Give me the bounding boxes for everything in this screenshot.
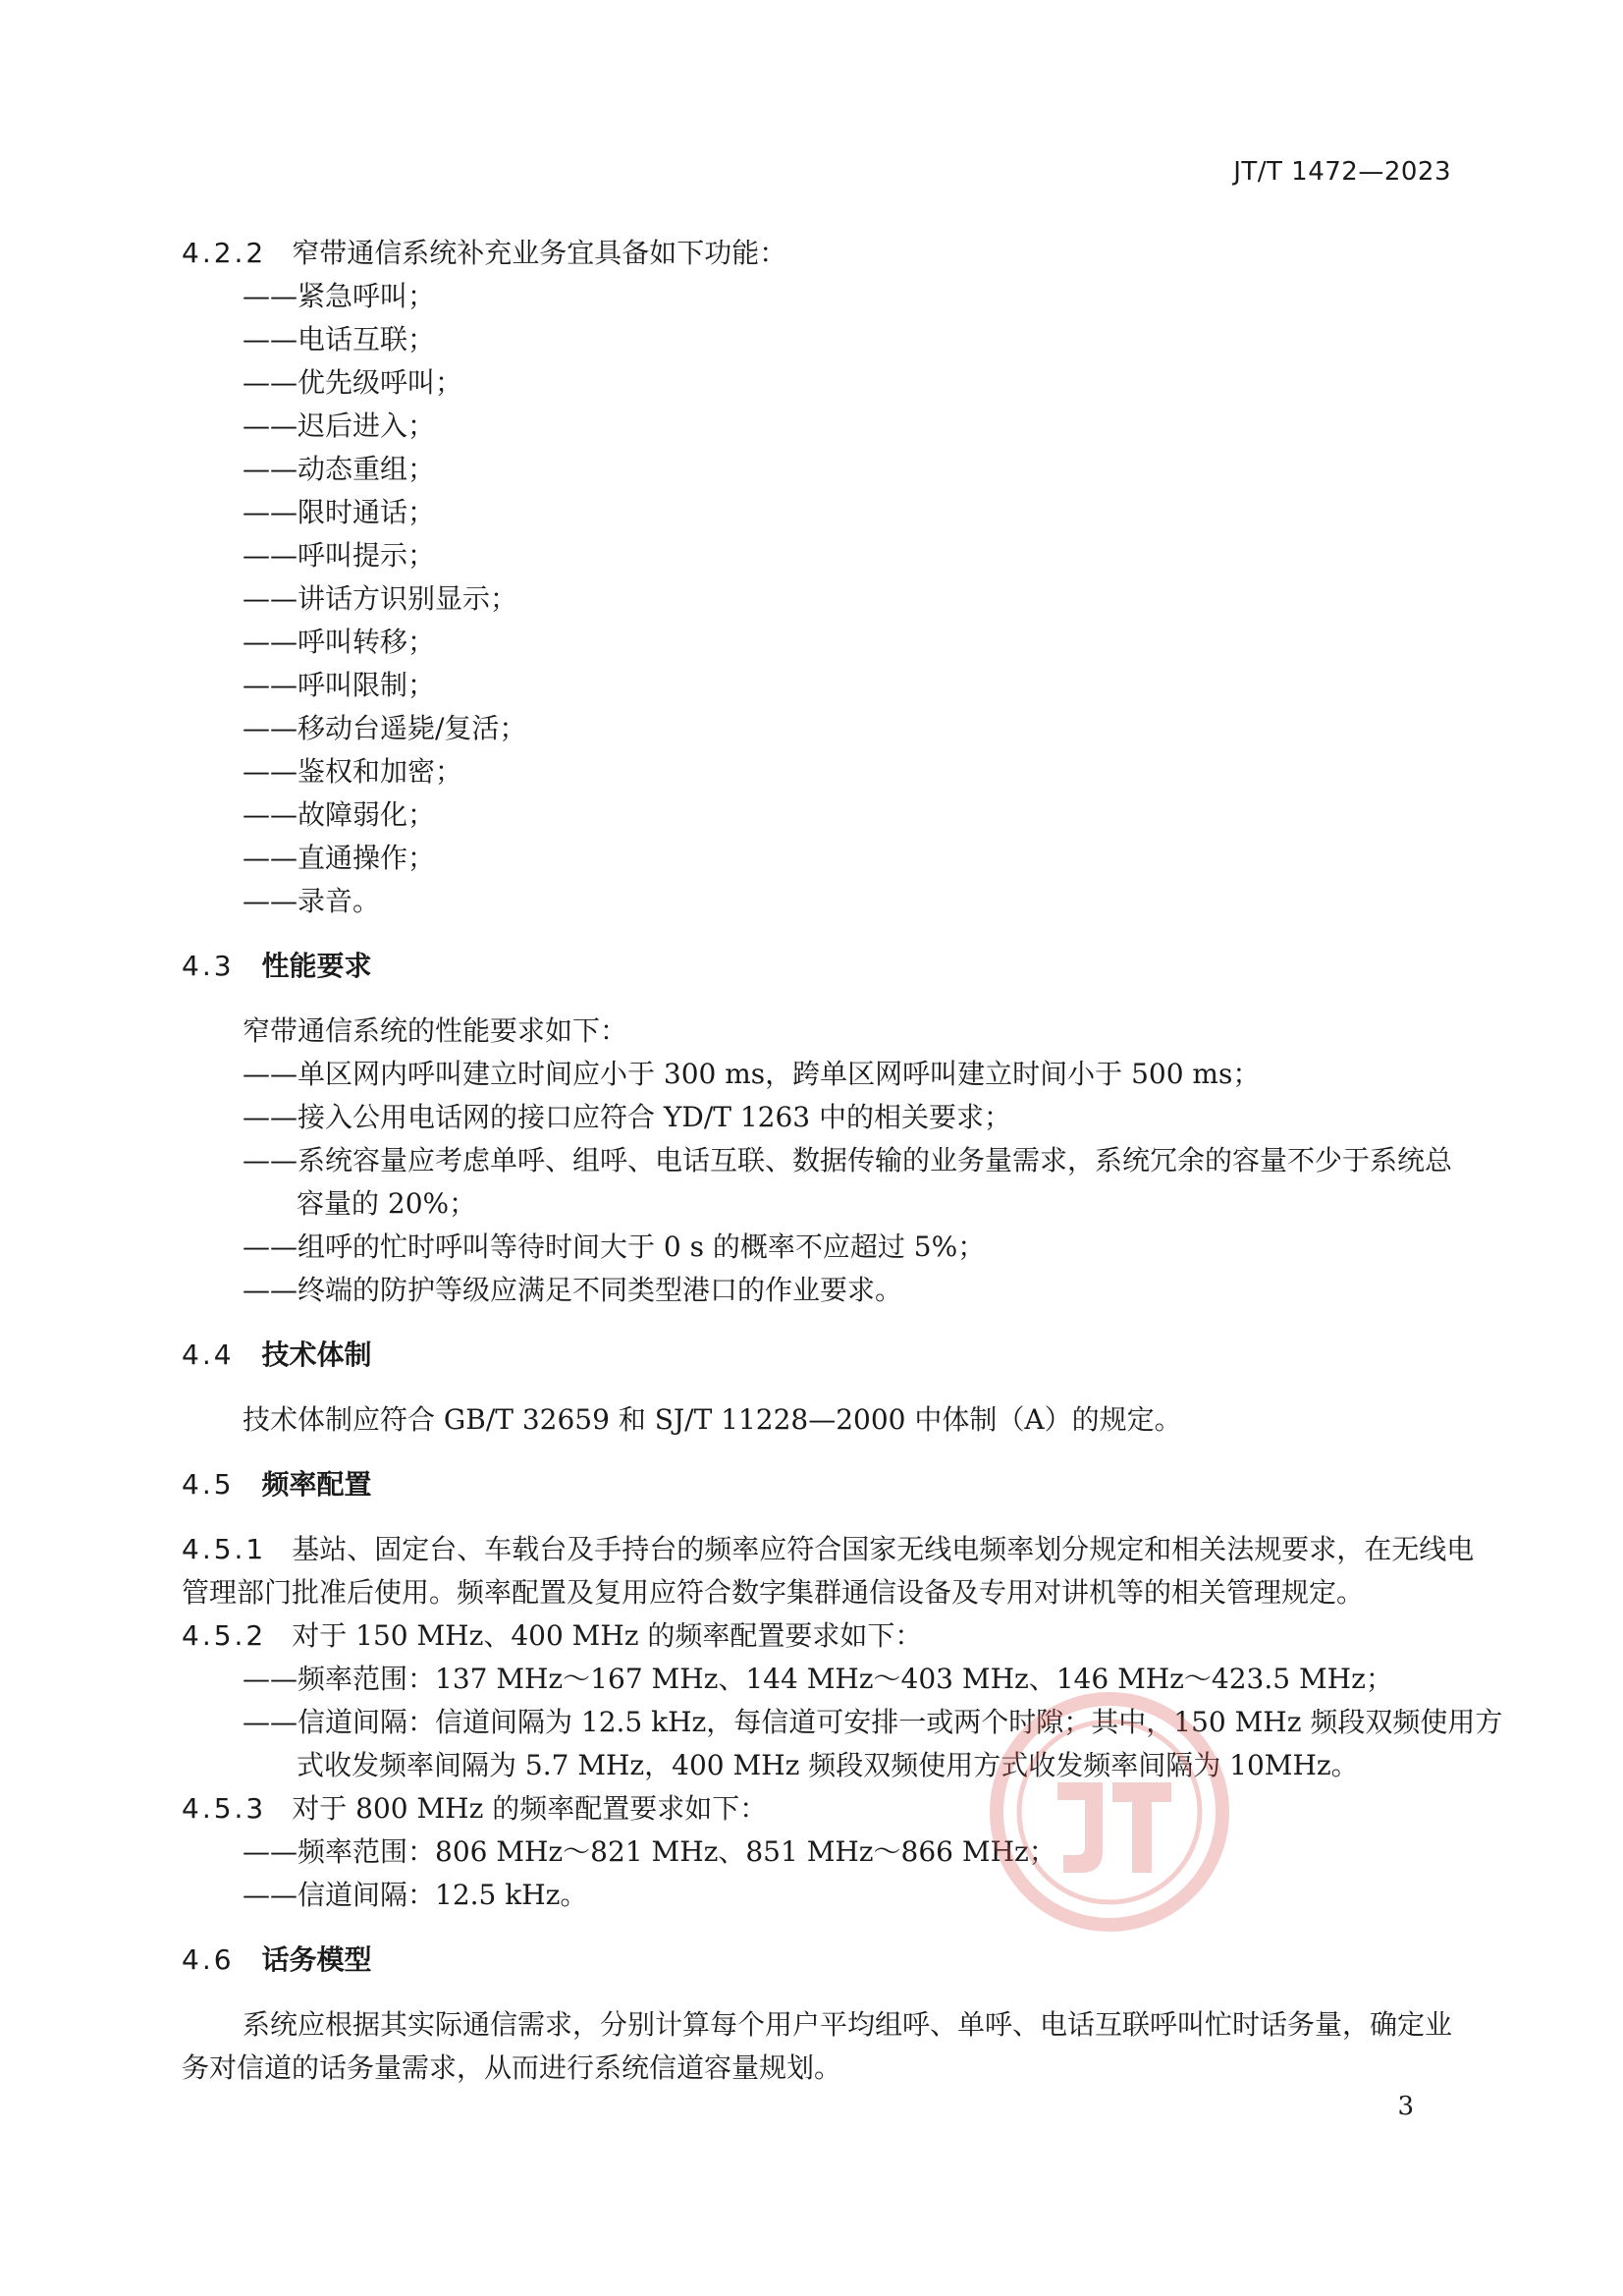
page-number: 3: [1397, 2092, 1414, 2121]
section-number: 4.5: [182, 1468, 235, 1501]
list-item: ——组呼的忙时呼叫等待时间大于 0 s 的概率不应超过 5%；: [243, 1230, 986, 1263]
list-item: ——优先级呼叫；: [243, 366, 463, 399]
list-item: ——频率范围：806 MHz～821 MHz、851 MHz～866 MHz；: [243, 1835, 1056, 1868]
section-number: 4.6: [182, 1943, 235, 1976]
list-item: ——接入公用电话网的接口应符合 YD/T 1263 中的相关要求；: [243, 1101, 1012, 1133]
list-item: ——单区网内呼叫建立时间应小于 300 ms，跨单区网呼叫建立时间小于 500 ms；: [243, 1058, 1261, 1090]
clause-number: 4.5.1: [182, 1533, 267, 1565]
list-item: ——鉴权和加密；: [243, 755, 463, 788]
list-item: ——频率范围：137 MHz～167 MHz、144 MHz～403 MHz、146 MHz～423.5 MHz；: [243, 1663, 1393, 1695]
paragraph: 技术体制应符合 GB/T 32659 和 SJ/T 11228—2000 中体制（A）的规定。: [243, 1403, 1182, 1436]
clause-number: 4.2.2: [182, 237, 267, 269]
list-item: ——电话互联；: [243, 323, 436, 355]
section-4-3-heading: [182, 945, 1458, 988]
section-title: 性能要求: [261, 950, 372, 982]
clause-4-5-2: [182, 1614, 1458, 1658]
clause-4-5-1: [182, 1528, 1475, 1571]
section-number: 4.3: [182, 950, 235, 982]
standard-code: JT/T 1472—2023: [1233, 157, 1451, 187]
jt-seal-icon: [987, 1689, 1232, 1935]
list-item: ——紧急呼叫；: [243, 280, 436, 312]
list-item: ——迟后进入；: [243, 410, 436, 442]
list-item: ——呼叫限制；: [243, 669, 436, 701]
list-item: ——直通操作；: [243, 842, 436, 874]
list-item: ——系统容量应考虑单呼、组呼、电话互联、数据传输的业务量需求，系统冗余的容量不少于系统总: [243, 1144, 1453, 1176]
list-item: ——信道间隔：信道间隔为 12.5 kHz，每信道可安排一或两个时隙；其中，150 MHz 频段双频使用方: [243, 1706, 1503, 1738]
list-item: ——呼叫提示；: [243, 539, 436, 572]
section-4-5-heading: [182, 1463, 1458, 1506]
section-number: 4.4: [182, 1339, 235, 1371]
list-item-continuation: 容量的 20%；: [297, 1187, 477, 1220]
clause-4-5-3: [182, 1787, 1458, 1831]
list-item: ——移动台遥毙/复活；: [243, 712, 527, 744]
section-4-4-heading: [182, 1334, 1458, 1377]
section-title: 技术体制: [261, 1339, 372, 1371]
clause-4-2-2: [182, 232, 1458, 275]
list-item: ——故障弱化；: [243, 798, 436, 831]
list-item: ——呼叫转移；: [243, 626, 436, 658]
section-title: 频率配置: [261, 1468, 372, 1501]
list-item: ——终端的防护等级应满足不同类型港口的作业要求。: [243, 1274, 903, 1306]
section-4-6-heading: [182, 1939, 1458, 1982]
clause-number: 4.5.2: [182, 1619, 267, 1652]
paragraph-continuation: 务对信道的话务量需求，从而进行系统信道容量规划。: [182, 2051, 842, 2084]
list-item: ——动态重组；: [243, 453, 436, 485]
list-item: ——信道间隔：12.5 kHz。: [243, 1879, 588, 1911]
section-title: 话务模型: [261, 1943, 372, 1976]
clause-number: 4.5.3: [182, 1792, 267, 1825]
list-item: ——限时通话；: [243, 496, 436, 528]
list-item: ——讲话方识别显示；: [243, 582, 518, 615]
clause-text: 窄带通信系统补充业务宜具备如下功能：: [292, 237, 787, 269]
paragraph: 窄带通信系统的性能要求如下：: [243, 1014, 628, 1047]
clause-text: 对于 800 MHz 的频率配置要求如下：: [292, 1792, 768, 1825]
list-item: ——录音。: [243, 885, 381, 917]
page-content: [182, 232, 1503, 2090]
paragraph: 系统应根据其实际通信需求，分别计算每个用户平均组呼、单呼、电话互联呼叫忙时话务量，确定业: [243, 2008, 1453, 2041]
clause-text: 对于 150 MHz、400 MHz 的频率配置要求如下：: [292, 1619, 923, 1652]
clause-4-2-2-list: [182, 275, 1458, 923]
list-item-continuation: 式收发频率间隔为 5.7 MHz，400 MHz 频段双频使用方式收发频率间隔为 10MHz。: [297, 1749, 1359, 1781]
clause-text-continuation: 管理部门批准后使用。频率配置及复用应符合数字集群通信设备及专用对讲机等的相关管理规定。: [182, 1576, 1365, 1609]
clause-text: 基站、固定台、车载台及手持台的频率应符合国家无线电频率划分规定和相关法规要求，在无线电: [292, 1533, 1475, 1565]
